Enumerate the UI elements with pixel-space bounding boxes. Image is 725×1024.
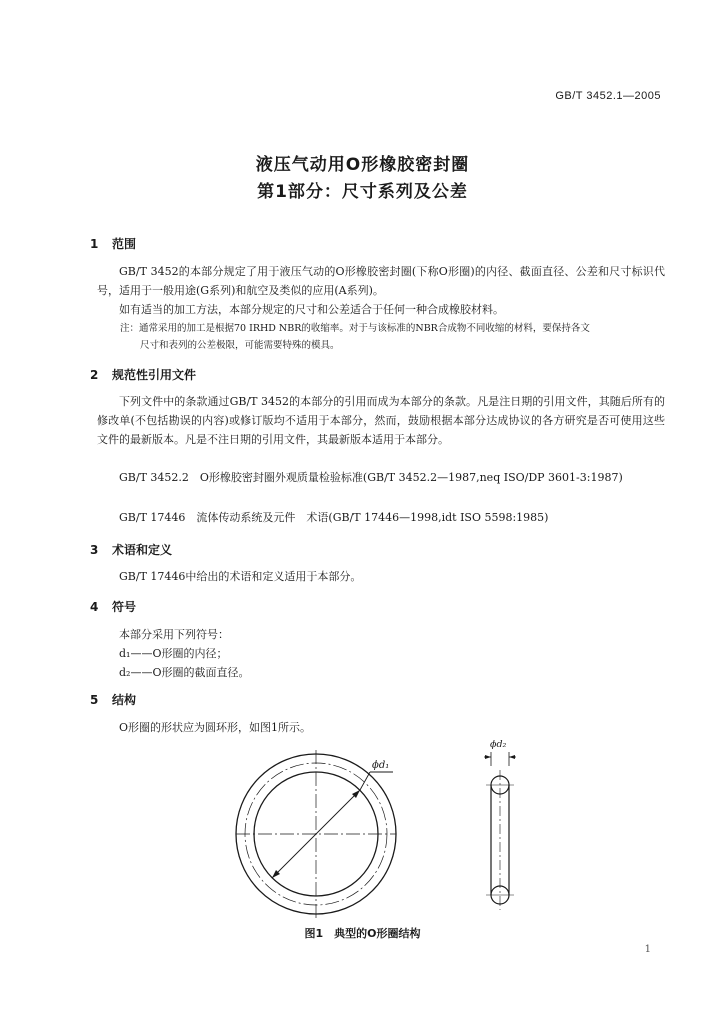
symbol-d2-definition: d₂——O形圈的截面直径。: [119, 666, 250, 679]
section-1-note-line2: 尺寸和表列的公差极限，可能需要特殊的模具。: [140, 340, 340, 351]
document-title-line2: 第1部分：尺寸系列及公差: [257, 182, 468, 202]
section-title: 规范性引用文件: [112, 368, 197, 382]
section-2-heading: [90, 366, 196, 383]
document-title-line1: 液压气动用O形橡胶密封圈: [255, 155, 470, 175]
section-number: 2: [90, 368, 99, 382]
reference-item-1: GB/T 3452.2 O形橡胶密封圈外观质量检验标准(GB/T 3452.2—1987,neq ISO/DP 3601-3:1987): [119, 471, 623, 484]
reference-item-2: GB/T 17446 流体传动系统及元件 术语(GB/T 17446—1998,idt ISO 5598:1985): [119, 511, 549, 524]
section-3-paragraph-1: GB/T 17446中给出的术语和定义适用于本部分。: [119, 570, 362, 583]
section-title: 术语和定义: [112, 543, 173, 557]
section-5-heading: [90, 691, 136, 708]
section-1-heading: [90, 235, 136, 252]
section-title: 结构: [112, 693, 137, 707]
section-title: 符号: [112, 600, 137, 614]
standard-number: GB/T 3452.1—2005: [555, 90, 661, 102]
section-number: 5: [90, 693, 99, 707]
symbol-d1-definition: d₁——O形圈的内径；: [119, 647, 228, 660]
section-2-paragraph-1: 下列文件中的条款通过GB/T 3452的本部分的引用而成为本部分的条款。凡是注日期的引用文件，其随后所有的修改单(不包括勘误的内容)或修订版均不适用于本部分，然而，鼓励根据本部分达成协议的各方研究是否可使用这些文件的最新版本。凡是不注日期的引用文件，其最新版本适用于本部分。: [97, 395, 665, 446]
figure-caption: 图1 典型的O形圈结构: [304, 927, 421, 940]
section-5-paragraph-1: O形圈的形状应为圆环形，如图1所示。: [119, 721, 312, 734]
section-title: 范围: [112, 237, 137, 251]
section-4-paragraph-1: 本部分采用下列符号：: [119, 628, 229, 641]
section-3-heading: [90, 541, 172, 558]
section-4-heading: [90, 598, 136, 615]
page-number: 1: [644, 944, 651, 955]
section-1-paragraph-1: GB/T 3452的本部分规定了用于液压气动的O形橡胶密封圈(下称O形圈)的内径、截面直径、公差和尺寸标识代号，适用于一般用途(G系列)和航空及类似的应用(A系列)。: [97, 265, 665, 297]
section-1-note-line1: 注：通常采用的加工是根据70 IRHD NBR的收缩率。对于与该标准的NBR合成物不同收缩的材料，要保持各文: [120, 323, 590, 334]
d2-dimension-label: ϕd₂: [490, 739, 507, 750]
section-number: 1: [90, 237, 99, 251]
d1-dimension-label: ϕd₁: [372, 760, 390, 771]
section-number: 3: [90, 543, 99, 557]
section-1-paragraph-2: 如有适当的加工方法，本部分规定的尺寸和公差适合于任何一种合成橡胶材料。: [119, 303, 504, 316]
section-number: 4: [90, 600, 99, 614]
